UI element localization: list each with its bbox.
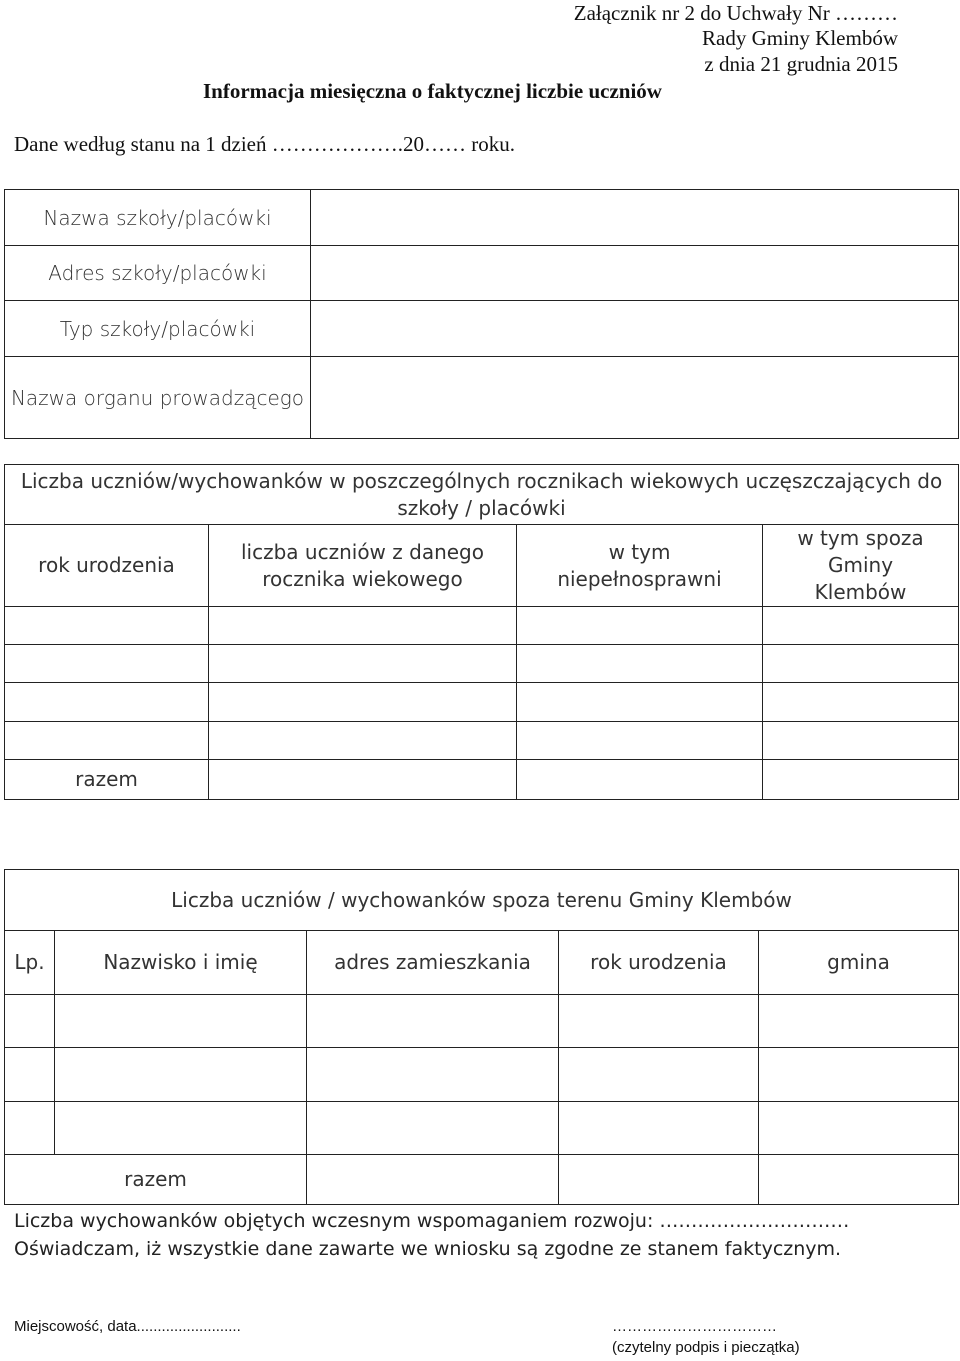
outside-students-table bbox=[4, 869, 959, 1205]
school-name-field[interactable] bbox=[311, 190, 959, 246]
school-name-label: Nazwa szkoły/placówki bbox=[5, 190, 311, 246]
col-outside-commune-line2: Gminy bbox=[827, 553, 894, 577]
input-cell[interactable] bbox=[517, 760, 763, 800]
input-cell[interactable] bbox=[307, 995, 559, 1048]
col-disabled-line2: niepełnosprawni bbox=[557, 566, 722, 591]
input-cell[interactable] bbox=[759, 1102, 959, 1155]
input-cell[interactable] bbox=[517, 607, 763, 645]
input-cell[interactable] bbox=[559, 995, 759, 1048]
table-row bbox=[5, 683, 959, 722]
date-line: Dane według stanu na 1 dzień ……………….20…… roku. bbox=[14, 132, 515, 156]
school-type-label: Typ szkoły/placówki bbox=[5, 301, 311, 357]
school-address-label: Adres szkoły/placówki bbox=[5, 246, 311, 301]
input-cell[interactable] bbox=[55, 1102, 307, 1155]
input-cell[interactable] bbox=[559, 1155, 759, 1205]
early-support-line: Liczba wychowanków objętych wczesnym wspomaganiem rozwoju: ………………………… bbox=[14, 1210, 850, 1232]
table-row bbox=[5, 645, 959, 683]
col-student-count-line2: rocznika wiekowego bbox=[262, 566, 463, 591]
input-cell[interactable] bbox=[5, 995, 55, 1048]
table-row bbox=[5, 525, 959, 607]
table-row bbox=[5, 301, 959, 357]
input-cell[interactable] bbox=[559, 1048, 759, 1102]
input-cell[interactable] bbox=[759, 1155, 959, 1205]
input-cell[interactable] bbox=[759, 1048, 959, 1102]
outside-total-label: razem bbox=[5, 1155, 307, 1205]
input-cell[interactable] bbox=[763, 645, 959, 683]
age-table-title-line1: Liczba uczniów/wychowanków w poszczególnych rocznikach wiekowych uczęszczających do bbox=[20, 468, 943, 493]
table-row bbox=[5, 1102, 959, 1155]
col-commune: gmina bbox=[759, 931, 959, 995]
col-address: adres zamieszkania bbox=[307, 931, 559, 995]
col-disabled-line1: w tym bbox=[608, 539, 671, 564]
table-row bbox=[5, 1155, 959, 1205]
input-cell[interactable] bbox=[209, 645, 517, 683]
input-cell[interactable] bbox=[55, 1048, 307, 1102]
input-cell[interactable] bbox=[517, 645, 763, 683]
input-cell[interactable] bbox=[209, 722, 517, 760]
signature-label: (czytelny podpis i pieczątka) bbox=[612, 1339, 800, 1356]
input-cell[interactable] bbox=[559, 1102, 759, 1155]
age-total-label: razem bbox=[5, 760, 209, 800]
age-table-title-line2: szkoły / placówki bbox=[397, 495, 566, 520]
attachment-line: Załącznik nr 2 do Uchwały Nr ……… bbox=[573, 1, 898, 25]
col-outside-commune-line3: Klembów bbox=[814, 580, 907, 604]
table-row bbox=[5, 760, 959, 800]
school-address-field[interactable] bbox=[311, 246, 959, 301]
input-cell[interactable] bbox=[763, 722, 959, 760]
table-row bbox=[5, 931, 959, 995]
input-cell[interactable] bbox=[5, 1048, 55, 1102]
col-lp: Lp. bbox=[5, 931, 55, 995]
col-disabled bbox=[517, 525, 763, 607]
table-row bbox=[5, 722, 959, 760]
school-info-table bbox=[4, 189, 959, 439]
input-cell[interactable] bbox=[55, 995, 307, 1048]
input-cell[interactable] bbox=[763, 683, 959, 722]
input-cell[interactable] bbox=[5, 1102, 55, 1155]
school-type-field[interactable] bbox=[311, 301, 959, 357]
input-cell[interactable] bbox=[5, 607, 209, 645]
col-student-count bbox=[209, 525, 517, 607]
col-outside-commune bbox=[763, 525, 959, 607]
col-birth-year: rok urodzenia bbox=[5, 525, 209, 607]
governing-body-label: Nazwa organu prowadzącego bbox=[5, 357, 311, 439]
council-line: Rady Gminy Klembów bbox=[702, 26, 898, 50]
table-row bbox=[5, 357, 959, 439]
table-row bbox=[5, 465, 959, 525]
input-cell[interactable] bbox=[517, 722, 763, 760]
table-row bbox=[5, 1048, 959, 1102]
declaration-line: Oświadczam, iż wszystkie dane zawarte we wniosku są zgodne ze stanem faktycznym. bbox=[14, 1238, 842, 1260]
table-row bbox=[5, 190, 959, 246]
input-cell[interactable] bbox=[209, 760, 517, 800]
input-cell[interactable] bbox=[5, 683, 209, 722]
age-table-title bbox=[5, 465, 959, 525]
place-date-field: Miejscowość, data......................... bbox=[14, 1318, 241, 1335]
resolution-date: z dnia 21 grudnia 2015 bbox=[704, 52, 898, 76]
table-row bbox=[5, 607, 959, 645]
age-cohort-table bbox=[4, 464, 959, 800]
col-outside-commune-line1: w tym spoza bbox=[797, 526, 924, 550]
input-cell[interactable] bbox=[759, 995, 959, 1048]
table-row bbox=[5, 246, 959, 301]
governing-body-field[interactable] bbox=[311, 357, 959, 439]
input-cell[interactable] bbox=[209, 607, 517, 645]
input-cell[interactable] bbox=[307, 1155, 559, 1205]
input-cell[interactable] bbox=[5, 722, 209, 760]
input-cell[interactable] bbox=[5, 645, 209, 683]
input-cell[interactable] bbox=[307, 1048, 559, 1102]
input-cell[interactable] bbox=[763, 760, 959, 800]
input-cell[interactable] bbox=[517, 683, 763, 722]
input-cell[interactable] bbox=[209, 683, 517, 722]
col-student-count-line1: liczba uczniów z danego bbox=[241, 539, 484, 564]
table-row bbox=[5, 870, 959, 931]
input-cell[interactable] bbox=[307, 1102, 559, 1155]
document-title: Informacja miesięczna o faktycznej liczbie uczniów bbox=[203, 79, 662, 103]
input-cell[interactable] bbox=[763, 607, 959, 645]
outside-table-title: Liczba uczniów / wychowanków spoza terenu Gminy Klembów bbox=[5, 870, 959, 931]
table-row bbox=[5, 995, 959, 1048]
col-birth-year: rok urodzenia bbox=[559, 931, 759, 995]
col-name: Nazwisko i imię bbox=[55, 931, 307, 995]
signature-line: …………………………… bbox=[612, 1318, 777, 1335]
